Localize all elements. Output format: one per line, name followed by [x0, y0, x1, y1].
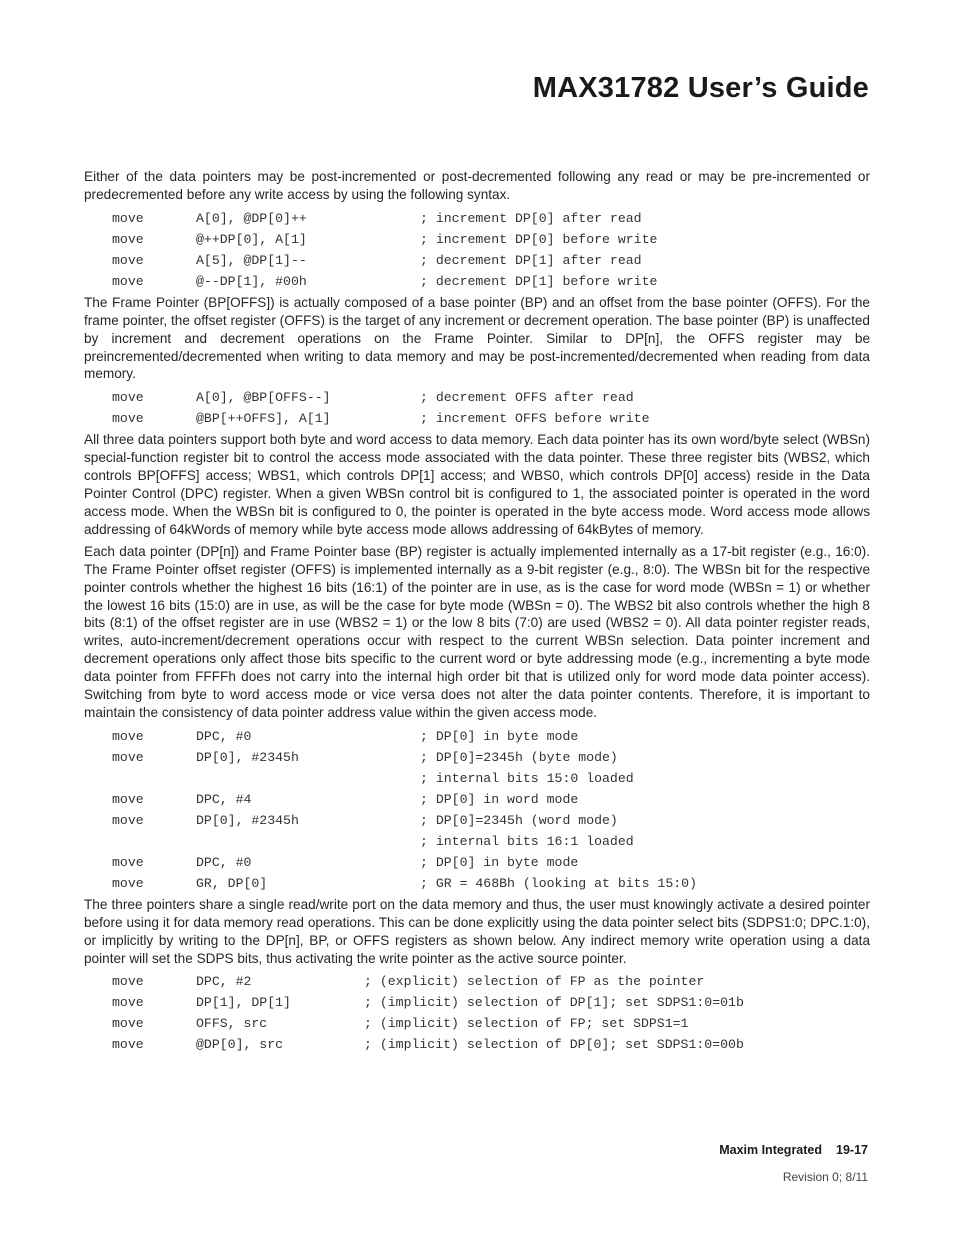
code-operands: DPC, #0 [196, 728, 252, 744]
code-line [84, 229, 870, 250]
code-operands: @++DP[0], A[1] [196, 231, 307, 247]
code-operands: @BP[++OFFS], A[1] [196, 411, 331, 427]
code-opcode: move [112, 231, 144, 247]
code-comment: ; DP[0]=2345h (word mode) [420, 812, 618, 828]
code-line [84, 810, 870, 831]
code-operands: @DP[0], src [196, 1037, 284, 1053]
code-comment: ; internal bits 15:0 loaded [420, 770, 634, 786]
code-line [84, 831, 870, 852]
paragraph: The Frame Pointer (BP[OFFS]) is actually composed of a base pointer (BP) and an offset from the base pointer (OFFS). For the frame pointer, the offset register (OFFS) is the target of any increment or decrement operation. The base pointer (BP) is unaffected by increment and decrement operations on the Frame Pointer. Similar to DP[n], the OFFS register may be preincremented/decremented when writing to data memory and may be post-incremented/decremented when reading from data memory. [84, 294, 870, 382]
code-opcode: move [112, 390, 144, 406]
code-line [84, 873, 870, 894]
code-opcode: move [112, 974, 144, 990]
code-line [84, 768, 870, 789]
code-operands: A[0], @DP[0]++ [196, 210, 307, 226]
code-comment: ; DP[0] in byte mode [420, 728, 579, 744]
code-line [84, 387, 870, 408]
code-opcode: move [112, 749, 144, 765]
code-comment: ; DP[0]=2345h (byte mode) [420, 749, 618, 765]
code-line [84, 250, 870, 271]
code-operands: DPC, #0 [196, 854, 252, 870]
code-opcode: move [112, 812, 144, 828]
code-line [84, 271, 870, 292]
code-operands: A[0], @BP[OFFS--] [196, 390, 331, 406]
code-operands: OFFS, src [196, 1016, 268, 1032]
code-operands: DP[0], #2345h [196, 812, 299, 828]
footer-page-info [719, 1143, 868, 1157]
code-comment: ; increment DP[0] after read [420, 210, 642, 226]
code-comment: ; DP[0] in byte mode [420, 854, 579, 870]
code-line [84, 726, 870, 747]
code-operands: A[5], @DP[1]-- [196, 252, 307, 268]
footer-revision: Revision 0; 8/11 [782, 1170, 868, 1184]
code-line [84, 1034, 870, 1055]
code-opcode: move [112, 252, 144, 268]
code-opcode: move [112, 995, 144, 1011]
code-operands: DPC, #4 [196, 791, 252, 807]
paragraph: Either of the data pointers may be post-incremented or post-decremented following any read or may be pre-incremented or predecremented before any write access by using the following syntax. [84, 169, 870, 202]
code-block [84, 726, 870, 894]
code-block [84, 387, 870, 429]
code-line [84, 208, 870, 229]
code-comment: ; increment OFFS before write [420, 411, 650, 427]
code-comment: ; DP[0] in word mode [420, 791, 579, 807]
code-comment: ; (implicit) selection of DP[1]; set SDPS1:0=01b [364, 995, 744, 1011]
paragraph: All three data pointers support both byte and word access to data memory. Each data pointer has its own word/byte select (WBSn) special-function register bit to control the access mode associated with the data pointer. These three register bits (WBS2, which controls BP[OFFS] access; WBS1, which controls DP[1] access; and WBS0, which controls DP[0] access) reside in the Data Pointer Control (DPC) register. When a given WBSn control bit is configured to 1, the associated pointer is operated in the word access mode. When the WBSn bit is configured to 0, the pointer is operated in the byte access mode. Word access mode allows addressing of 64kWords of memory while byte access mode allows addressing of 64kBytes of memory. [84, 432, 870, 537]
code-comment: ; internal bits 16:1 loaded [420, 833, 634, 849]
code-opcode: move [112, 210, 144, 226]
footer-page-number: 19-17 [836, 1143, 868, 1157]
code-opcode: move [112, 411, 144, 427]
paragraph: The three pointers share a single read/write port on the data memory and thus, the user must knowingly activate a desired pointer before using it for data memory read operations. This can be done explicitly using the data pointer select bits (SDPS1:0; DPC.1:0), or implicitly by writing to the DP[n], BP, or OFFS registers as shown below. Any indirect memory write operation using a data pointer will set the SDPS bits, thus activating the write pointer as the active source pointer. [84, 896, 870, 966]
code-opcode: move [112, 1016, 144, 1032]
code-comment: ; (explicit) selection of FP as the pointer [364, 974, 705, 990]
code-operands: DP[0], #2345h [196, 749, 299, 765]
code-operands: DPC, #2 [196, 974, 252, 990]
code-block [84, 208, 870, 292]
footer-company: Maxim Integrated [719, 1143, 823, 1157]
code-comment: ; decrement DP[1] before write [420, 273, 658, 289]
code-line [84, 992, 870, 1013]
code-opcode: move [112, 875, 144, 891]
code-opcode: move [112, 791, 144, 807]
page-title: MAX31782 User’s Guide [532, 72, 869, 104]
code-line [84, 789, 870, 810]
code-line [84, 971, 870, 992]
paragraph: Each data pointer (DP[n]) and Frame Pointer base (BP) register is actually implemented internally as a 17-bit register (e.g., 16:0). The Frame Pointer offset register (OFFS) is implemented internally as a 9-bit register (e.g., 8:0). The WBSn bit for the respective pointer controls whether the highest 16 bits (16:1) of the pointer are in use, as is the case for word mode (WBSn = 1) or whether the lowest 16 bits (15:0) are in use, as will be the case for byte mode (WBSn = 0). The WBS2 bit also controls whether the high 8 bits (8:1) of the offset register are in use (WBS2 = 1) or the low 8 bits (7:0) are used (WBS2 = 0). All data pointer register reads, writes, auto-increment/decrement operations occur with respect to the current WBSn selection. Data pointer increment and decrement operations only affect those bits specific to the current word or byte addressing mode (e.g., incrementing a byte mode data pointer from FFFFh does not carry into the internal high order bit that is utilized only for word mode data pointer access). Switching from byte to word access mode or vice versa does not alter the data pointer contents. Therefore, it is important to maintain the consistency of data pointer address value within the given access mode. [84, 543, 870, 720]
code-line [84, 408, 870, 429]
code-line [84, 747, 870, 768]
code-block [84, 971, 870, 1055]
code-comment: ; GR = 468Bh (looking at bits 15:0) [420, 875, 697, 891]
code-comment: ; decrement OFFS after read [420, 390, 634, 406]
code-comment: ; decrement DP[1] after read [420, 252, 642, 268]
code-opcode: move [112, 728, 144, 744]
document-body [84, 168, 870, 1057]
code-opcode: move [112, 1037, 144, 1053]
code-opcode: move [112, 854, 144, 870]
code-line [84, 852, 870, 873]
code-operands: GR, DP[0] [196, 875, 268, 891]
code-opcode: move [112, 273, 144, 289]
code-comment: ; increment DP[0] before write [420, 231, 658, 247]
code-operands: @--DP[1], #00h [196, 273, 307, 289]
code-comment: ; (implicit) selection of FP; set SDPS1=1 [364, 1016, 689, 1032]
code-comment: ; (implicit) selection of DP[0]; set SDPS1:0=00b [364, 1037, 744, 1053]
code-operands: DP[1], DP[1] [196, 995, 291, 1011]
code-line [84, 1013, 870, 1034]
